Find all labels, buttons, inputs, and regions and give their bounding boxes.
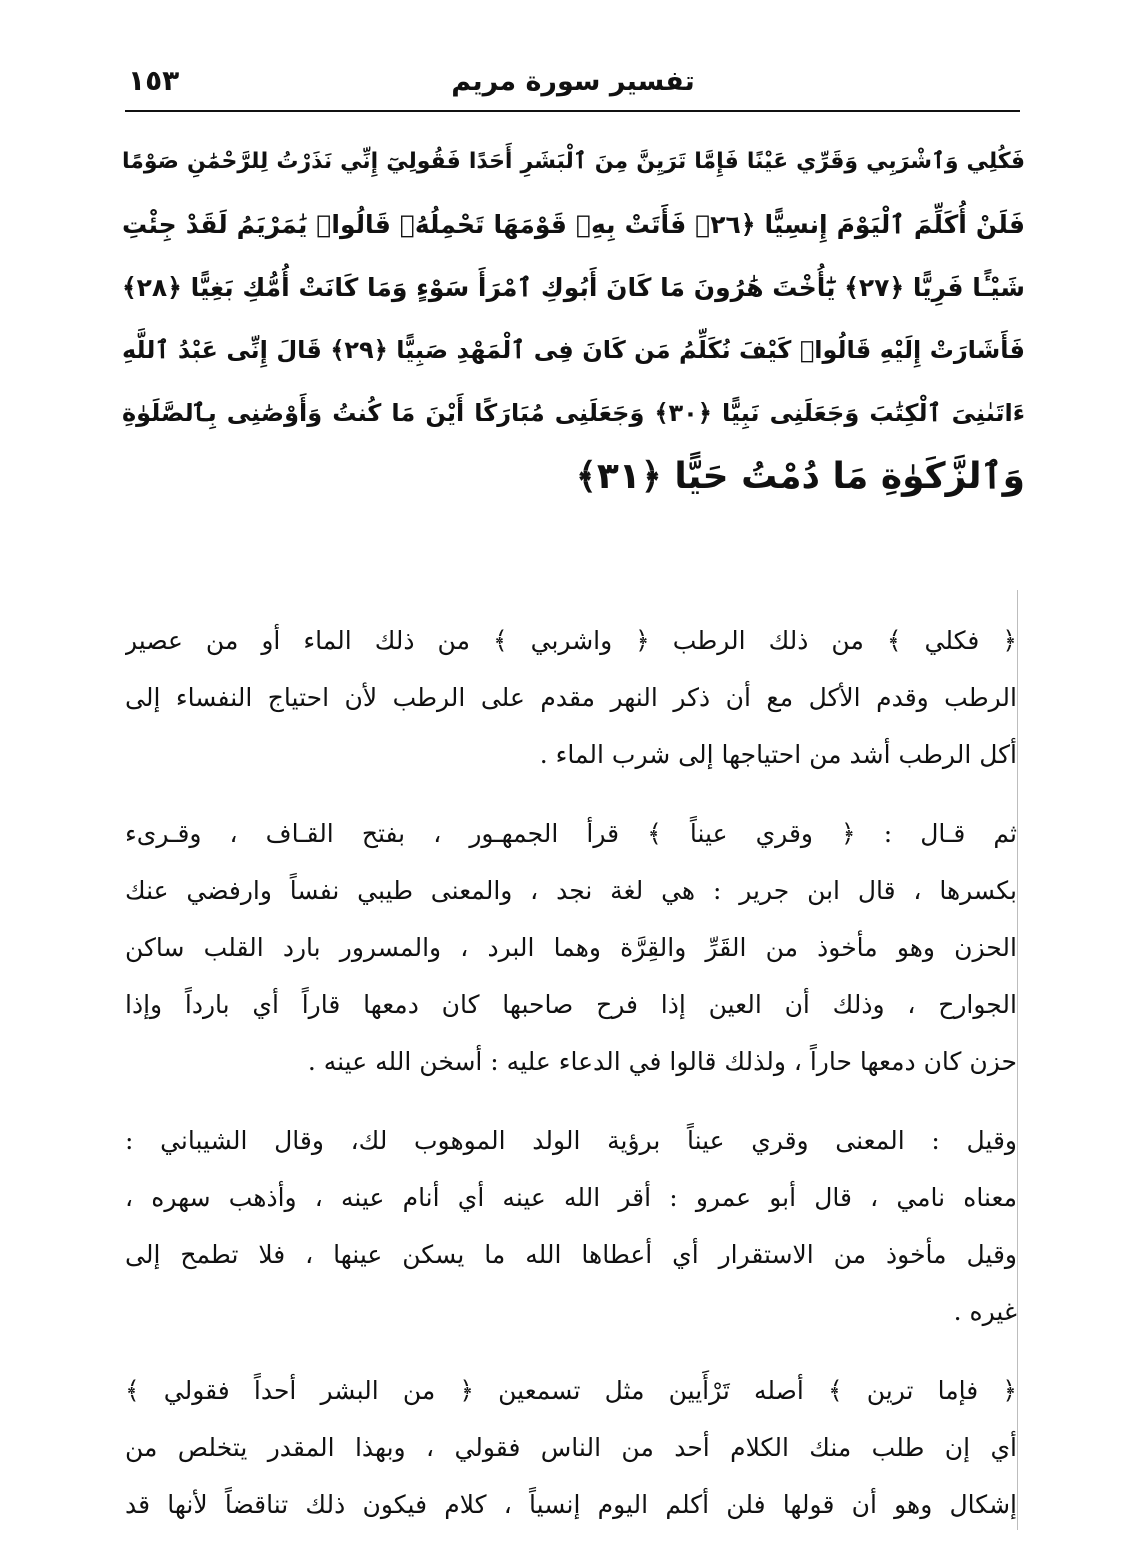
- quran-verses: [122, 130, 1025, 508]
- commentary-paragraph: [125, 1112, 1017, 1340]
- quran-line: فَكُلِي وَٱشْرَبِي وَقَرِّي عَيْنًا فَإِمَّا تَرَيِنَّ مِنَ ٱلْبَشَرِ أَحَدًا فَقُولِيٓ إِنِّي نَذَرْتُ لِلرَّحْمَٰنِ صَوْمًا: [122, 149, 1025, 174]
- text-line: ثم قـال : ﴿ وقري عيناً ﴾ قرأ الجمهـور ، بفتح القـاف ، وقـرىء: [125, 819, 1017, 848]
- running-title: تفسير سورة مريم: [451, 66, 695, 97]
- text-line: أي إن طلب منك الكلام أحد من الناس فقولي ، وبهذا المقدر يتخلص من: [125, 1433, 1017, 1462]
- quran-line: شَيْـًٔا فَرِيًّا ﴿٢٧﴾ يَٰٓأُخْتَ هَٰرُونَ مَا كَانَ أَبُوكِ ٱمْرَأَ سَوْءٍ وَمَا كَانَتْ أُمُّكِ بَغِيًّا ﴿٢٨﴾: [122, 273, 1025, 302]
- text-line: ﴿ فإما ترين ﴾ أصله تَرْأَيين مثل تسمعين ﴿ من البشر أحداً فقولي ﴾: [125, 1376, 1017, 1405]
- text-line: أكل الرطب أشد من احتياجها إلى شرب الماء .: [539, 740, 1017, 769]
- page-number: ١٥٣: [128, 64, 180, 97]
- commentary-paragraph: [125, 1362, 1017, 1533]
- text-line: وقيل مأخوذ من الاستقرار أي أعطاها الله ما يسكن عينها ، فلا تطمح إلى: [125, 1240, 1017, 1269]
- text-line: الرطب وقدم الأكل مع أن ذكر النهر مقدم على الرطب لأن احتياج النفساء إلى: [125, 683, 1017, 712]
- text-line: الحزن وهو مأخوذ من القَرِّ والقِرَّة وهما البرد ، والمسرور بارد القلب ساكن: [125, 933, 1017, 962]
- commentary: [125, 612, 1017, 1555]
- quran-line: ءَاتَىٰنِىَ ٱلْكِتَٰبَ وَجَعَلَنِى نَبِيًّا ﴿٣٠﴾ وَجَعَلَنِى مُبَارَكًا أَيْنَ مَا كُنتُ وَأَوْصَٰنِى بِٱلصَّلَوٰةِ: [122, 399, 1025, 427]
- quran-line: وَٱلزَّكَوٰةِ مَا دُمْتُ حَيًّا ﴿٣١﴾: [575, 456, 1025, 497]
- margin-rule: [1017, 590, 1018, 1530]
- page-header: [128, 62, 1018, 106]
- commentary-paragraph: [125, 612, 1017, 783]
- text-line: إشكال وهو أن قولها فلن أكلم اليوم إنسياً ، كلام فيكون ذلك تناقضاً لأنها قد: [125, 1490, 1017, 1519]
- text-line: غيره .: [953, 1297, 1017, 1326]
- text-line: معناه نامي ، قال أبو عمرو : أقر الله عينه أي أنام عينه ، وأذهب سهره ،: [125, 1183, 1017, 1212]
- text-line: ﴿ فكلي ﴾ من ذلك الرطب ﴿ واشربي ﴾ من ذلك الماء أو من عصير: [125, 626, 1017, 655]
- quran-line: فَأَشَارَتْ إِلَيْهِ قَالُوا۟ كَيْفَ نُكَلِّمُ مَن كَانَ فِى ٱلْمَهْدِ صَبِيًّا ﴿٢٩﴾ قَالَ إِنِّى عَبْدُ ٱللَّهِ: [122, 336, 1025, 364]
- text-line: حزن كان دمعها حاراً ، ولذلك قالوا في الدعاء عليه : أسخن الله عينه .: [307, 1047, 1017, 1076]
- commentary-paragraph: [125, 805, 1017, 1090]
- text-line: بكسرها ، قال ابن جرير : هي لغة نجد ، والمعنى طيبي نفساً وارفضي عنك: [125, 876, 1017, 905]
- text-line: الجوارح ، وذلك أن العين إذا فرح صاحبها كان دمعها قاراً أي بارداً وإذا: [125, 990, 1017, 1019]
- text-line: وقيل : المعنى وقري عيناً برؤية الولد الموهوب لك، وقال الشيباني :: [125, 1126, 1017, 1155]
- header-rule: [125, 110, 1020, 112]
- quran-line: فَلَنْ أُكَلِّمَ ٱلْيَوْمَ إِنسِيًّا ﴿٢٦﴾ فَأَتَتْ بِهِۦ قَوْمَهَا تَحْمِلُهُۥ قَالُوا۟ يَٰمَرْيَمُ لَقَدْ جِئْتِ: [122, 210, 1025, 239]
